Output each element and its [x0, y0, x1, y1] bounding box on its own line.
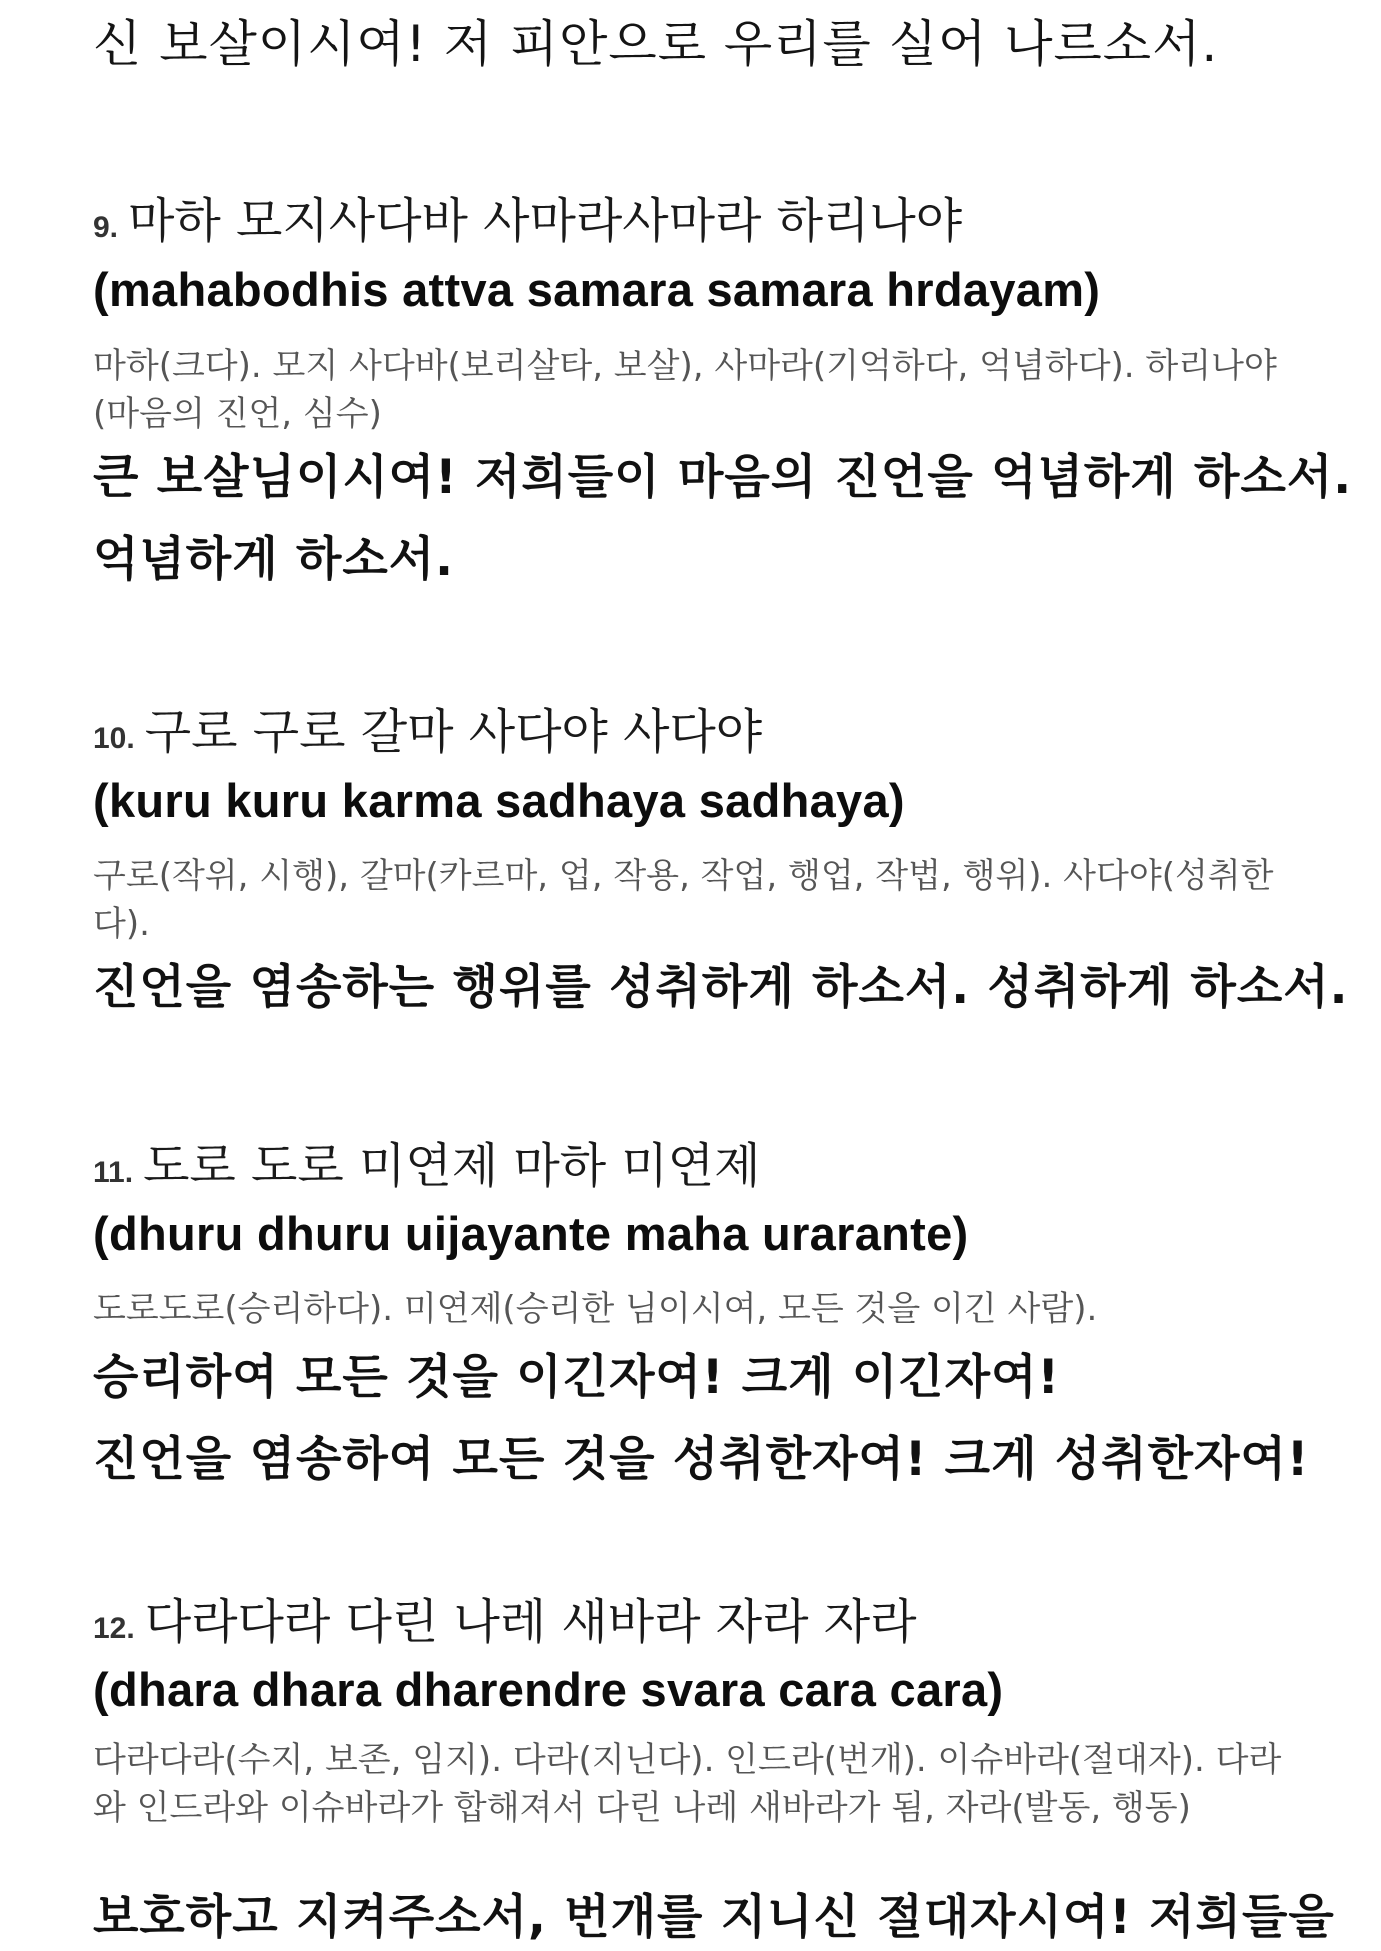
- verse-title: 마하 모지사다바 사마라사마라 하리나야: [128, 193, 963, 249]
- verse-heading-9: [93, 182, 962, 251]
- verse-meaning-11-line-2: 진언을 염송하여 모든 것을 성취한자여! 크게 성취한자여!: [93, 1432, 1310, 1487]
- verse-heading-12: [93, 1583, 917, 1652]
- verse-title: 다라다라 다린 나레 새바라 자라 자라: [144, 1594, 917, 1650]
- verse-gloss-11: 도로도로(승리하다). 미연제(승리한 님이시여, 모든 것을 이긴 사람).: [93, 1289, 1098, 1329]
- verse-heading-10: [93, 693, 762, 762]
- verse-romanization-12: (dhara dhara dharendre svara cara cara): [93, 1663, 1004, 1716]
- verse-number: 11.: [93, 1156, 134, 1189]
- verse-romanization-10: (kuru kuru karma sadhaya sadhaya): [93, 774, 905, 827]
- verse-meaning-9-line-1: 큰 보살님이시여! 저희들이 마음의 진언을 억념하게 하소서.: [93, 450, 1353, 505]
- verse-gloss-12: 다라다라(수지, 보존, 임지). 다라(지닌다). 인드라(번개). 이슈바라(절대자). 다라와 인드라와 이슈바라가 합해져서 다린 나레 새바라가 됨, 자라(발동, 행동): [93, 1740, 1282, 1828]
- verse-number: 12.: [93, 1612, 135, 1645]
- verse-romanization-11: (dhuru dhuru uijayante maha urarante): [93, 1207, 969, 1260]
- verse-meaning-9-line-2: 억념하게 하소서.: [93, 532, 455, 587]
- verse-number: 10.: [93, 722, 135, 755]
- continued-meaning-line: 신 보살이시여! 저 피안으로 우리를 실어 나르소서.: [93, 15, 1219, 73]
- verse-title: 도로 도로 미연제 마하 미연제: [143, 1138, 761, 1194]
- verse-title: 구로 구로 갈마 사다야 사다야: [144, 704, 763, 760]
- verse-number: 9.: [93, 211, 119, 244]
- verse-gloss-9: 마하(크다). 모지 사다바(보리살타, 보살), 사마라(기억하다, 억념하다). 하리나야(마음의 진언, 심수): [93, 346, 1277, 434]
- verse-meaning-10-line-1: 진언을 염송하는 행위를 성취하게 하소서. 성취하게 하소서.: [93, 960, 1349, 1015]
- verse-heading-11: [93, 1127, 761, 1196]
- verse-meaning-11-line-1: 승리하여 모든 것을 이긴자여! 크게 이긴자여!: [93, 1350, 1060, 1405]
- verse-gloss-10: 구로(작위, 시행), 갈마(카르마, 업, 작용, 작업, 행업, 작법, 행위). 사다야(성취한다).: [93, 856, 1274, 944]
- verse-meaning-12-line-1: 보호하고 지켜주소서, 번개를 지니신 절대자시여! 저희들을: [93, 1890, 1335, 1945]
- verse-romanization-9: (mahabodhis attva samara samara hrdayam): [93, 263, 1101, 316]
